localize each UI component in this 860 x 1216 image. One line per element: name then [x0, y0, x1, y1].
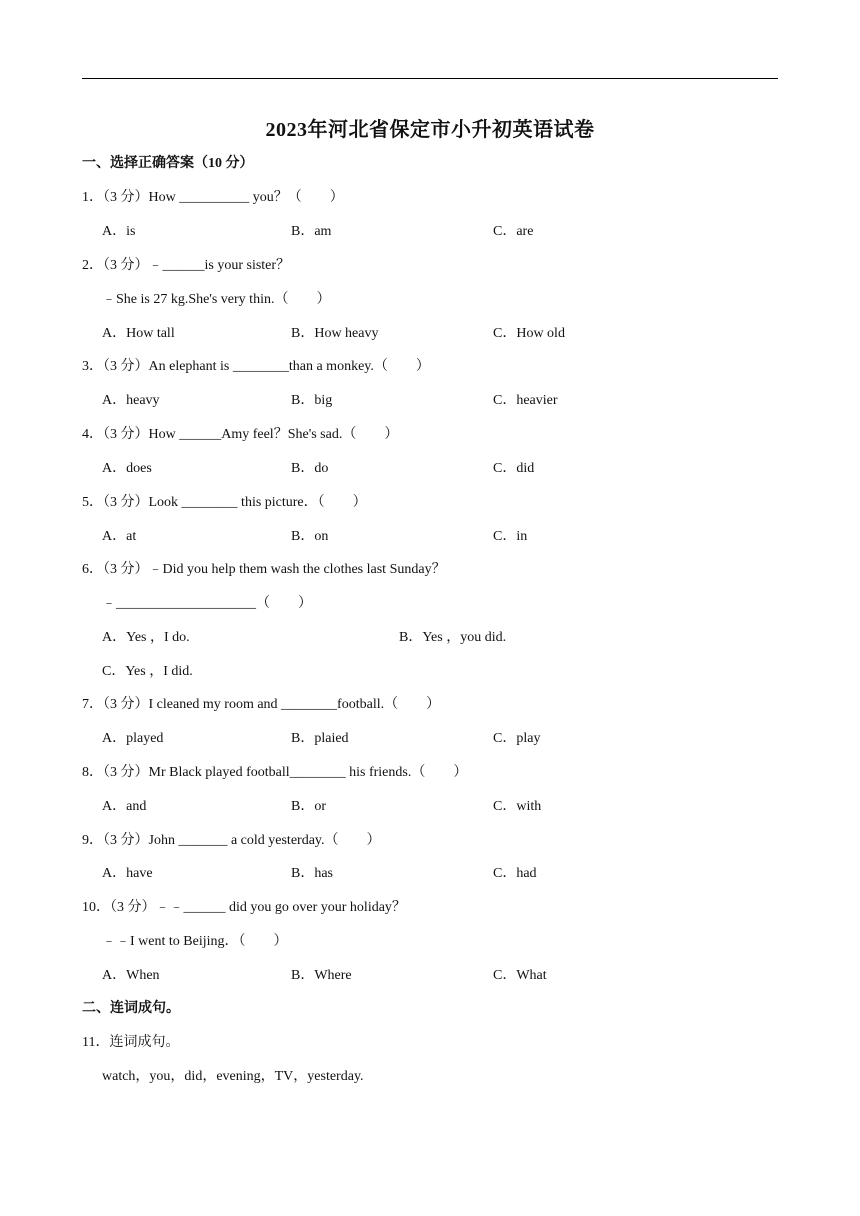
q3-option-c[interactable]: C．heavier	[493, 393, 558, 408]
q3-option-a[interactable]: A．heavy	[102, 393, 160, 408]
q8-option-c[interactable]: C．with	[493, 799, 542, 814]
q9-option-b[interactable]: B．has	[291, 866, 333, 881]
q7-option-a[interactable]: A．played	[102, 731, 164, 746]
q1-option-b[interactable]: B．am	[291, 224, 332, 239]
q6-option-c[interactable]: C．Yes ，I did.	[102, 664, 193, 679]
question-10: 10．（3 分）﹣﹣______ did you go over your holiday？	[82, 900, 406, 915]
question-3: 3．（3 分）An elephant is ________than a monkey.（ ）	[82, 359, 430, 374]
q6-option-a[interactable]: A．Yes ，I do.	[102, 630, 190, 645]
question-4: 4．（3 分）How ______Amy feel？She's sad.（ ）	[82, 427, 399, 442]
header-rule	[82, 78, 778, 79]
q7-option-b[interactable]: B．plaied	[291, 731, 349, 746]
q10-dialogue: ﹣﹣I went to Beijing．（ ）	[102, 934, 288, 949]
q7-option-c[interactable]: C．play	[493, 731, 541, 746]
q1-option-c[interactable]: C．are	[493, 224, 534, 239]
q4-option-b[interactable]: B．do	[291, 461, 329, 476]
q4-option-c[interactable]: C．did	[493, 461, 535, 476]
q10-option-c[interactable]: C．What	[493, 968, 547, 983]
q10-option-a[interactable]: A．When	[102, 968, 160, 983]
q9-option-c[interactable]: C．had	[493, 866, 537, 881]
q2-option-c[interactable]: C．How old	[493, 326, 565, 341]
question-6: 6．（3 分）﹣Did you help them wash the clothes last Sunday？	[82, 562, 446, 577]
q8-option-b[interactable]: B．or	[291, 799, 326, 814]
question-9: 9．（3 分）John _______ a cold yesterday.（ ）	[82, 833, 381, 848]
question-5: 5．（3 分）Look ________ this picture．（ ）	[82, 495, 367, 510]
q9-option-a[interactable]: A．have	[102, 866, 153, 881]
q8-option-a[interactable]: A．and	[102, 799, 147, 814]
q2-option-a[interactable]: A．How tall	[102, 326, 175, 341]
q6-option-b[interactable]: B．Yes ，you did.	[399, 630, 507, 645]
question-8: 8．（3 分）Mr Black played football________ his friends.（ ）	[82, 765, 468, 780]
q1-option-a[interactable]: A．is	[102, 224, 136, 239]
q11-word-list: watch，you，did，evening，TV，yesterday.	[102, 1069, 364, 1084]
page-title: 2023年河北省保定市小升初英语试卷	[265, 119, 595, 141]
q10-option-b[interactable]: B．Where	[291, 968, 352, 983]
q2-dialogue: ﹣She is 27 kg.She's very thin.（ ）	[102, 292, 331, 307]
q4-option-a[interactable]: A．does	[102, 461, 152, 476]
q5-option-a[interactable]: A．at	[102, 529, 137, 544]
q3-option-b[interactable]: B．big	[291, 393, 333, 408]
question-1: 1．（3 分）How __________ you？（ ）	[82, 190, 344, 205]
q2-option-b[interactable]: B．How heavy	[291, 326, 379, 341]
question-7: 7．（3 分）I cleaned my room and ________football.（ ）	[82, 697, 441, 712]
q6-dialogue: ﹣____________________（ ）	[102, 596, 312, 611]
section-heading-2: 二、连词成句。	[82, 1001, 180, 1016]
section-heading-1: 一、选择正确答案（10 分）	[82, 156, 254, 171]
question-2: 2．（3 分）﹣______is your sister？	[82, 258, 291, 273]
question-11: 11．连词成句。	[82, 1035, 180, 1050]
q5-option-c[interactable]: C．in	[493, 529, 528, 544]
q5-option-b[interactable]: B．on	[291, 529, 329, 544]
